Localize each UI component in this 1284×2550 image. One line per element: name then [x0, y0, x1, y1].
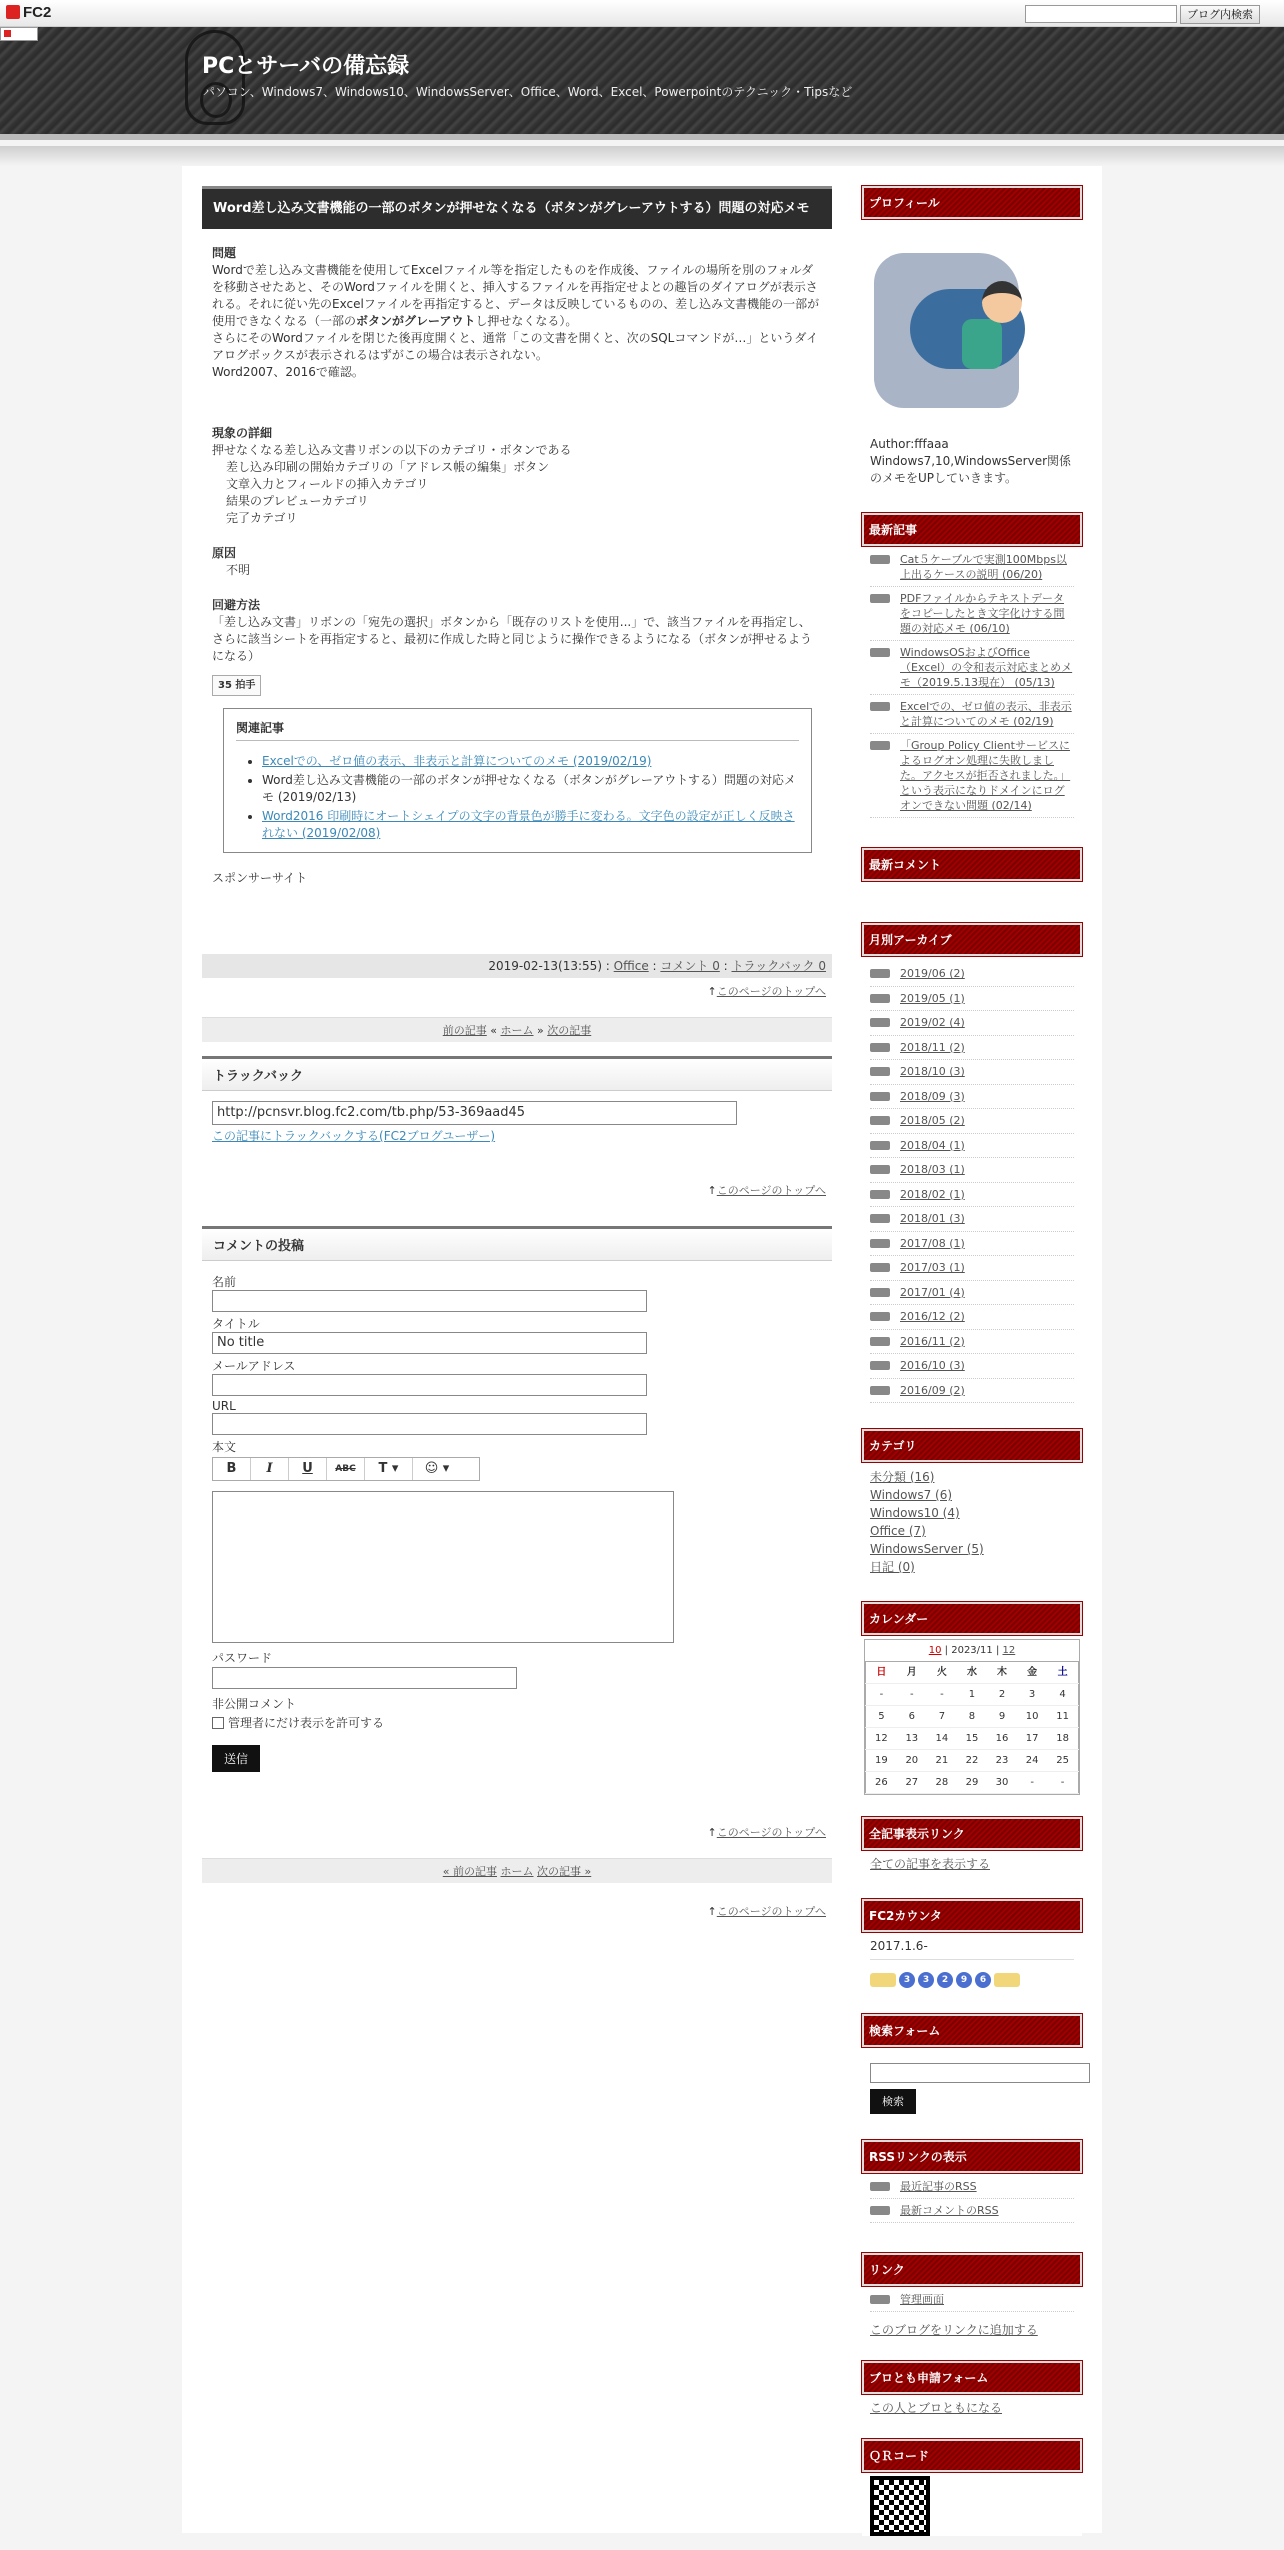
calendar-day: 28 [927, 1772, 957, 1794]
calendar-day: 30 [987, 1772, 1017, 1794]
bullet-icon [870, 1190, 890, 1199]
archive-item [870, 1305, 1074, 1330]
calendar-week [866, 1750, 1079, 1772]
calendar-day: 17 [1017, 1728, 1047, 1750]
profile-text: Author:fffaaa Windows7,10,WindowsServer関係のメモをUPしていきます。 [870, 437, 1072, 485]
category-link[interactable]: 未分類 (16) [870, 1470, 935, 1484]
bullet-icon [870, 1239, 890, 1248]
archive-link[interactable]: 2019/05 (1) [900, 991, 965, 1005]
archive-box [862, 923, 1082, 1411]
recent-entry [870, 591, 1074, 641]
calendar-day: 10 [1017, 1706, 1047, 1728]
bullet-icon [870, 1337, 890, 1346]
archive-link[interactable]: 2019/02 (4) [900, 1016, 965, 1030]
add-link-link[interactable]: このブログをリンクに追加する [870, 2323, 1038, 2337]
blog-header [0, 27, 1284, 140]
arrow-up-icon: ↑ [707, 1184, 717, 1197]
calendar-nav: 10 | 2023/11 | 12 [928, 1645, 1016, 1656]
emoji-button[interactable]: ☺ ▾ [424, 1461, 450, 1476]
calendar-day: 16 [987, 1728, 1017, 1750]
archive-link[interactable]: 2018/09 (3) [900, 1089, 965, 1103]
title-label: タイトル [212, 1317, 260, 1331]
body-label: 本文 [212, 1440, 237, 1454]
page-top-link[interactable]: このページのトップへ [716, 1826, 826, 1839]
calendar-day: 27 [897, 1772, 927, 1794]
counter-digit: 3 [918, 1972, 934, 1988]
access-counter [870, 1972, 1074, 1988]
bullet-icon [870, 594, 890, 603]
calendar-day: - [927, 1684, 957, 1706]
cause-paragraph: 不明 [226, 563, 251, 577]
counter-since: 2017.1.6- [870, 1939, 928, 1953]
private-checkbox-label: 管理者にだけ表示を許可する [228, 1716, 385, 1730]
calendar-day: 23 [987, 1750, 1017, 1772]
qr-box [862, 2439, 1082, 2536]
friend-link[interactable]: この人とブロともになる [870, 2401, 1003, 2415]
counter-digit: 2 [937, 1972, 953, 1988]
bullet-icon [870, 648, 890, 657]
home-link[interactable]: ホーム [500, 1865, 534, 1878]
calendar-day: 21 [927, 1750, 957, 1772]
calendar-day: 22 [957, 1750, 987, 1772]
page-top-link[interactable]: このページのトップへ [716, 1184, 826, 1197]
archive-link[interactable]: 2018/04 (1) [900, 1138, 965, 1152]
calendar-day: 15 [957, 1728, 987, 1750]
calendar-day: 9 [987, 1706, 1017, 1728]
counter-digit: 3 [899, 1972, 915, 1988]
archive-link[interactable]: 2018/01 (3) [900, 1212, 965, 1226]
related-link[interactable]: Word2016 印刷時にオートシェイプの文字の背景色が勝手に変わる。文字色の設定が正しく反映されない (2019/02/08) [262, 809, 795, 840]
archive-item [870, 1036, 1074, 1061]
category-link[interactable]: Office [613, 959, 649, 973]
category-title: カテゴリ [862, 1429, 1082, 1462]
page-top-link[interactable]: このページのトップへ [716, 1905, 826, 1918]
calendar-day: 25 [1047, 1750, 1078, 1772]
recent-comments-box [862, 848, 1082, 905]
strike-button[interactable]: ABC [327, 1458, 365, 1480]
text-color-button[interactable]: T ▾ [365, 1458, 413, 1480]
friend-title: ブロとも申請フォーム [862, 2361, 1082, 2394]
calendar-weekday: 火 [927, 1662, 957, 1684]
underline-button[interactable]: U [289, 1458, 327, 1480]
related-item-current: • Word差し込み文書機能の一部のボタンが押せなくなる（ボタンがグレーアウトする）問題の対応メモ (2019/02/13) [262, 772, 799, 806]
recent-entries-box [862, 513, 1082, 830]
trackback-url-field[interactable]: http://pcnsvr.blog.fc2.com/tb.php/53-369aad45 [212, 1101, 737, 1125]
section-heading-cause: 原因 [212, 546, 237, 560]
bullet-icon [870, 1067, 890, 1076]
calendar-day: - [866, 1684, 897, 1706]
archive-item [870, 987, 1074, 1012]
calendar-day: 20 [897, 1750, 927, 1772]
bullet-icon [870, 2206, 890, 2215]
private-label: 非公開コメント [212, 1697, 297, 1711]
archive-link[interactable]: 2018/05 (2) [900, 1114, 965, 1128]
bullet-icon [870, 2295, 890, 2304]
details-item: 結果のプレビューカテゴリ [226, 494, 369, 508]
recent-entry-link[interactable]: PDFファイルからテキストデータをコピーしたとき文字化けする問題の対応メモ (06/10) [900, 592, 1065, 635]
trackback-link[interactable]: この記事にトラックバックする(FC2ブログユーザー) [212, 1129, 496, 1143]
archive-item [870, 1330, 1074, 1355]
related-link[interactable]: Excelでの、ゼロ値の表示、非表示と計算についてのメモ (2019/02/19) [262, 754, 652, 768]
related-entries [223, 708, 812, 853]
calendar-day: 8 [957, 1706, 987, 1728]
details-item: 文章入力とフィールドの挿入カテゴリ [226, 477, 429, 491]
all-entries-link[interactable]: 全ての記事を表示する [870, 1857, 991, 1871]
archive-title: 月別アーカイブ [862, 923, 1082, 956]
bullet-icon [870, 1141, 890, 1150]
bullet-icon [870, 741, 890, 750]
fc2-logo-icon [6, 5, 20, 19]
bullet-icon [870, 2182, 890, 2191]
calendar-day: 24 [1017, 1750, 1047, 1772]
calendar-prev-link[interactable]: 10 [928, 1645, 942, 1656]
calendar-weekday: 木 [987, 1662, 1017, 1684]
calendar-day: 3 [1017, 1684, 1047, 1706]
fc2-search-button[interactable]: ブログ内検索 [1180, 5, 1260, 24]
archive-item [870, 1109, 1074, 1134]
rss-box [862, 2140, 1082, 2235]
bold-button[interactable]: B [213, 1458, 251, 1480]
mail-label: メールアドレス [212, 1359, 296, 1373]
archive-link[interactable]: 2017/03 (1) [900, 1261, 965, 1275]
calendar-weekday: 月 [897, 1662, 927, 1684]
archive-item [870, 1085, 1074, 1110]
bullet-icon [870, 1312, 890, 1321]
bullet-icon [870, 702, 890, 711]
calendar-day: 29 [957, 1772, 987, 1794]
section-heading-details: 現象の詳細 [212, 426, 273, 440]
calendar-day: 1 [957, 1684, 987, 1706]
page-top [202, 1182, 832, 1198]
calendar-day: 2 [987, 1684, 1017, 1706]
calendar-day: 5 [866, 1706, 897, 1728]
recent-entry-link[interactable]: WindowsOSおよびOffice（Excel）の令和表示対応まとめメモ（2019.5.13現在） (05/13) [900, 646, 1073, 689]
counter-right-icon [994, 1973, 1020, 1987]
main-column [202, 186, 832, 1919]
calendar-header-row [866, 1662, 1079, 1684]
all-entries-title: 全記事表示リンク [862, 1817, 1082, 1850]
details-paragraph: 押せなくなる差し込み文書リボンの以下のカテゴリ・ボタンである [212, 443, 572, 457]
recent-entry-link[interactable]: 「Group Policy Clientサービスによるログオン処理に失敗しました。アクセスが拒否されました。」という表示になりドメインにログオンできない問題 (02/14) [900, 739, 1071, 812]
bullet-icon [870, 1263, 890, 1272]
related-item [262, 753, 799, 770]
calendar-day: 13 [897, 1728, 927, 1750]
entry-title: Word差し込み文書機能の一部のボタンが押せなくなる（ボタンがグレーアウトする）問題の対応メモ [202, 186, 832, 229]
url-field[interactable] [212, 1413, 647, 1435]
password-field[interactable] [212, 1667, 517, 1689]
workaround-paragraph: 「差し込み文書」リボンの「宛先の選択」ボタンから「既存のリストを使用...」で、該当ファイルを再指定し、さらに該当シートを再指定すると、最初に作成した時と同じように操作できるようになる（ボタンが押せるようになる） [212, 615, 813, 663]
related-title: 関連記事 [236, 719, 799, 741]
editor-toolbar [212, 1457, 480, 1481]
archive-link[interactable]: 2017/08 (1) [900, 1236, 965, 1250]
recent-entry [870, 699, 1074, 734]
search-box [862, 2014, 1082, 2122]
archive-link[interactable]: 2016/11 (2) [900, 1334, 965, 1348]
calendar-day: - [1017, 1772, 1047, 1794]
calendar-week [866, 1684, 1079, 1706]
bullet-icon [870, 1092, 890, 1101]
archive-item [870, 1183, 1074, 1208]
archive-link[interactable]: 2016/12 (2) [900, 1310, 965, 1324]
page-container [182, 166, 1102, 2533]
qr-title: ＱＲコード [862, 2439, 1082, 2472]
rss-link[interactable]: 最近記事のRSS [900, 2180, 977, 2193]
prev-entry-link[interactable]: 前の記事 [442, 1024, 487, 1037]
calendar-day: 7 [927, 1706, 957, 1728]
page-top [202, 983, 832, 999]
trackback-heading: トラックバック [202, 1056, 832, 1091]
category-link[interactable]: Windows10 (4) [870, 1506, 960, 1520]
calendar-day: 14 [927, 1728, 957, 1750]
bullet-icon [870, 1165, 890, 1174]
header-badge-icon [0, 27, 38, 41]
section-heading-problem: 問題 [212, 246, 237, 260]
counter-digit: 9 [956, 1972, 972, 1988]
bullet-icon [870, 969, 890, 978]
comment-form [202, 1261, 832, 1772]
calendar-day: - [897, 1684, 927, 1706]
prev-entry-link[interactable]: « 前の記事 [442, 1865, 497, 1878]
search-title: 検索フォーム [862, 2014, 1082, 2047]
related-item [262, 808, 799, 842]
entry-nav: 前の記事 « ホーム » 次の記事 [202, 1017, 832, 1042]
bullet-icon [870, 1214, 890, 1223]
calendar-day: 6 [897, 1706, 927, 1728]
recent-comments-title: 最新コメント [862, 848, 1082, 881]
calendar-week [866, 1706, 1079, 1728]
counter-title: FC2カウンタ [862, 1899, 1082, 1932]
calendar-table [865, 1661, 1079, 1794]
rss-item [870, 2203, 1074, 2223]
comment-body-textarea[interactable] [212, 1491, 674, 1643]
links-box [862, 2253, 1082, 2347]
bullet-icon [870, 1116, 890, 1125]
bullet-icon [870, 1043, 890, 1052]
calendar-title: カレンダー [862, 1602, 1082, 1635]
problem-paragraph-3: Word2007、2016で確認。 [212, 365, 364, 379]
name-label: 名前 [212, 1275, 237, 1289]
archive-link[interactable]: 2018/02 (1) [900, 1187, 965, 1201]
archive-item [870, 1232, 1074, 1257]
archive-item [870, 962, 1074, 987]
fc2-logo[interactable]: FC2 [6, 4, 51, 21]
archive-item [870, 1354, 1074, 1379]
next-entry-link[interactable]: 次の記事 [547, 1024, 592, 1037]
problem-paragraph: Wordで差し込み文書機能を使用してExcelファイル等を指定したものを作成後、ファイルの場所を別のフォルダを移動させたあと、そのWordファイルを開くと、挿入するファイルを再指定せよとの趣旨のダイアログが表示される。それに従い先のExcelファイルを再指定すると、データは反映しているものの、差し込み文書機能の一部が使用できなくなる（一部のボタンがグレーアウトし押せなくなる）。 [212, 263, 820, 328]
recent-title: 最新記事 [862, 513, 1082, 546]
section-heading-workaround: 回避方法 [212, 598, 261, 612]
arrow-up-icon: ↑ [707, 1905, 717, 1918]
blog-title[interactable]: PCとサーバの備忘録 [202, 54, 410, 79]
calendar-week [866, 1728, 1079, 1750]
sidebar [862, 186, 1082, 2550]
all-entries-box [862, 1817, 1082, 1881]
calendar-day: - [1047, 1772, 1078, 1794]
links-title: リンク [862, 2253, 1082, 2286]
password-label: パスワード [212, 1651, 273, 1665]
private-checkbox[interactable] [212, 1717, 224, 1729]
counter-box [862, 1899, 1082, 1996]
rss-title: RSSリンクの表示 [862, 2140, 1082, 2173]
sponsor-label: スポンサーサイト [212, 871, 308, 885]
italic-button[interactable]: I [251, 1458, 289, 1480]
entry-footer: 2019-02-13(13:55) : Office : コメント 0 : トラックバック 0 [202, 954, 832, 978]
details-item: 完了カテゴリ [226, 511, 298, 525]
sidebar-search-input[interactable] [870, 2063, 1090, 2083]
recent-entry-link[interactable]: Excelでの、ゼロ値の表示、非表示と計算についてのメモ (02/19) [900, 700, 1072, 728]
profile-box [862, 186, 1082, 495]
archive-item [870, 1256, 1074, 1281]
fc2-search-input[interactable] [1025, 5, 1177, 23]
page-top [202, 1903, 832, 1919]
calendar-weekday: 日 [866, 1662, 897, 1684]
admin-link[interactable]: 管理画面 [900, 2293, 944, 2306]
calendar-day: 26 [866, 1772, 897, 1794]
calendar-day: 11 [1047, 1706, 1078, 1728]
archive-item [870, 1379, 1074, 1404]
arrow-up-icon: ↑ [707, 1826, 717, 1839]
calendar-weekday: 金 [1017, 1662, 1047, 1684]
page-top-link[interactable]: このページのトップへ [716, 985, 826, 998]
arrow-up-icon: ↑ [707, 985, 717, 998]
category-box [862, 1429, 1082, 1584]
archive-item [870, 1011, 1074, 1036]
friend-box [862, 2361, 1082, 2425]
next-entry-link[interactable]: 次の記事 » [537, 1865, 592, 1878]
counter-digit: 6 [975, 1972, 991, 1988]
category-link[interactable]: Office (7) [870, 1524, 926, 1538]
bullet-icon [870, 1386, 890, 1395]
bullet-icon [870, 1361, 890, 1370]
entry-body [202, 229, 832, 696]
recent-entry [870, 738, 1074, 818]
url-label: URL [212, 1399, 236, 1413]
archive-link[interactable]: 2018/11 (2) [900, 1040, 965, 1054]
archive-link[interactable]: 2019/06 (2) [900, 967, 965, 981]
calendar-box [862, 1602, 1082, 1799]
calendar-next-link[interactable]: 12 [1002, 1645, 1016, 1656]
title-field[interactable]: No title [212, 1332, 647, 1354]
recent-entry-link[interactable]: Cat５ケーブルで実測100Mbps以上出るケースの説明 (06/20) [900, 553, 1067, 581]
category-link[interactable]: WindowsServer (5) [870, 1542, 984, 1556]
archive-link[interactable]: 2016/09 (2) [900, 1383, 965, 1397]
sidebar-search-button[interactable]: 検索 [870, 2089, 916, 2114]
archive-item [870, 1281, 1074, 1306]
qr-code [870, 2476, 930, 2536]
rss-link[interactable]: 最新コメントのRSS [900, 2204, 999, 2217]
archive-link[interactable]: 2018/10 (3) [900, 1065, 965, 1079]
category-link[interactable]: 日記 (0) [870, 1560, 915, 1574]
archive-item [870, 1060, 1074, 1085]
entry-nav-bottom [202, 1858, 832, 1883]
archive-link[interactable]: 2016/10 (3) [900, 1359, 965, 1373]
problem-paragraph-2: さらにそのWordファイルを閉じた後再度開くと、通常「この文書を開くと、次のSQLコマンドが…」というダイアログボックスが表示されるはずがこの場合は表示されない。 [212, 331, 819, 362]
counter-left-icon [870, 1973, 896, 1987]
recent-entry [870, 645, 1074, 695]
calendar-day: 19 [866, 1750, 897, 1772]
comment-heading: コメントの投稿 [202, 1226, 832, 1261]
bullet-icon [870, 1018, 890, 1027]
submit-button[interactable]: 送信 [212, 1745, 260, 1772]
page-top [202, 1824, 832, 1840]
bullet-icon [870, 555, 890, 564]
name-field[interactable] [212, 1290, 647, 1312]
avatar [870, 239, 1028, 424]
calendar-weekday: 水 [957, 1662, 987, 1684]
header-shadow [0, 146, 1284, 166]
calendar-day: 12 [866, 1728, 897, 1750]
calendar-day: 4 [1047, 1684, 1078, 1706]
rss-item [870, 2179, 1074, 2199]
archive-item [870, 1158, 1074, 1183]
category-link[interactable]: Windows7 (6) [870, 1488, 953, 1502]
profile-title: プロフィール [862, 186, 1082, 219]
home-link[interactable]: ホーム [500, 1024, 534, 1037]
blog-description: パソコン、Windows7、Windows10、WindowsServer、Office、Word、Excel、Powerpointのテクニック・Tipsなど [203, 85, 853, 99]
calendar-day: 18 [1047, 1728, 1078, 1750]
trackback-count-link[interactable]: トラックバック 0 [731, 959, 826, 973]
comment-count-link[interactable]: コメント 0 [660, 959, 720, 973]
calendar-weekday: 土 [1047, 1662, 1078, 1684]
archive-item [870, 1134, 1074, 1159]
archive-item [870, 1207, 1074, 1232]
bullet-icon [870, 1288, 890, 1297]
clap-button[interactable]: 35 拍手 [212, 675, 261, 696]
recent-entry [870, 552, 1074, 587]
calendar-week [866, 1772, 1079, 1794]
fc2-toolbar [0, 0, 1284, 27]
archive-link[interactable]: 2017/01 (4) [900, 1285, 965, 1299]
archive-link[interactable]: 2018/03 (1) [900, 1163, 965, 1177]
details-item: 差し込み印刷の開始カテゴリの「アドレス帳の編集」ボタン [226, 460, 550, 474]
bullet-icon [870, 994, 890, 1003]
mail-field[interactable] [212, 1374, 647, 1396]
